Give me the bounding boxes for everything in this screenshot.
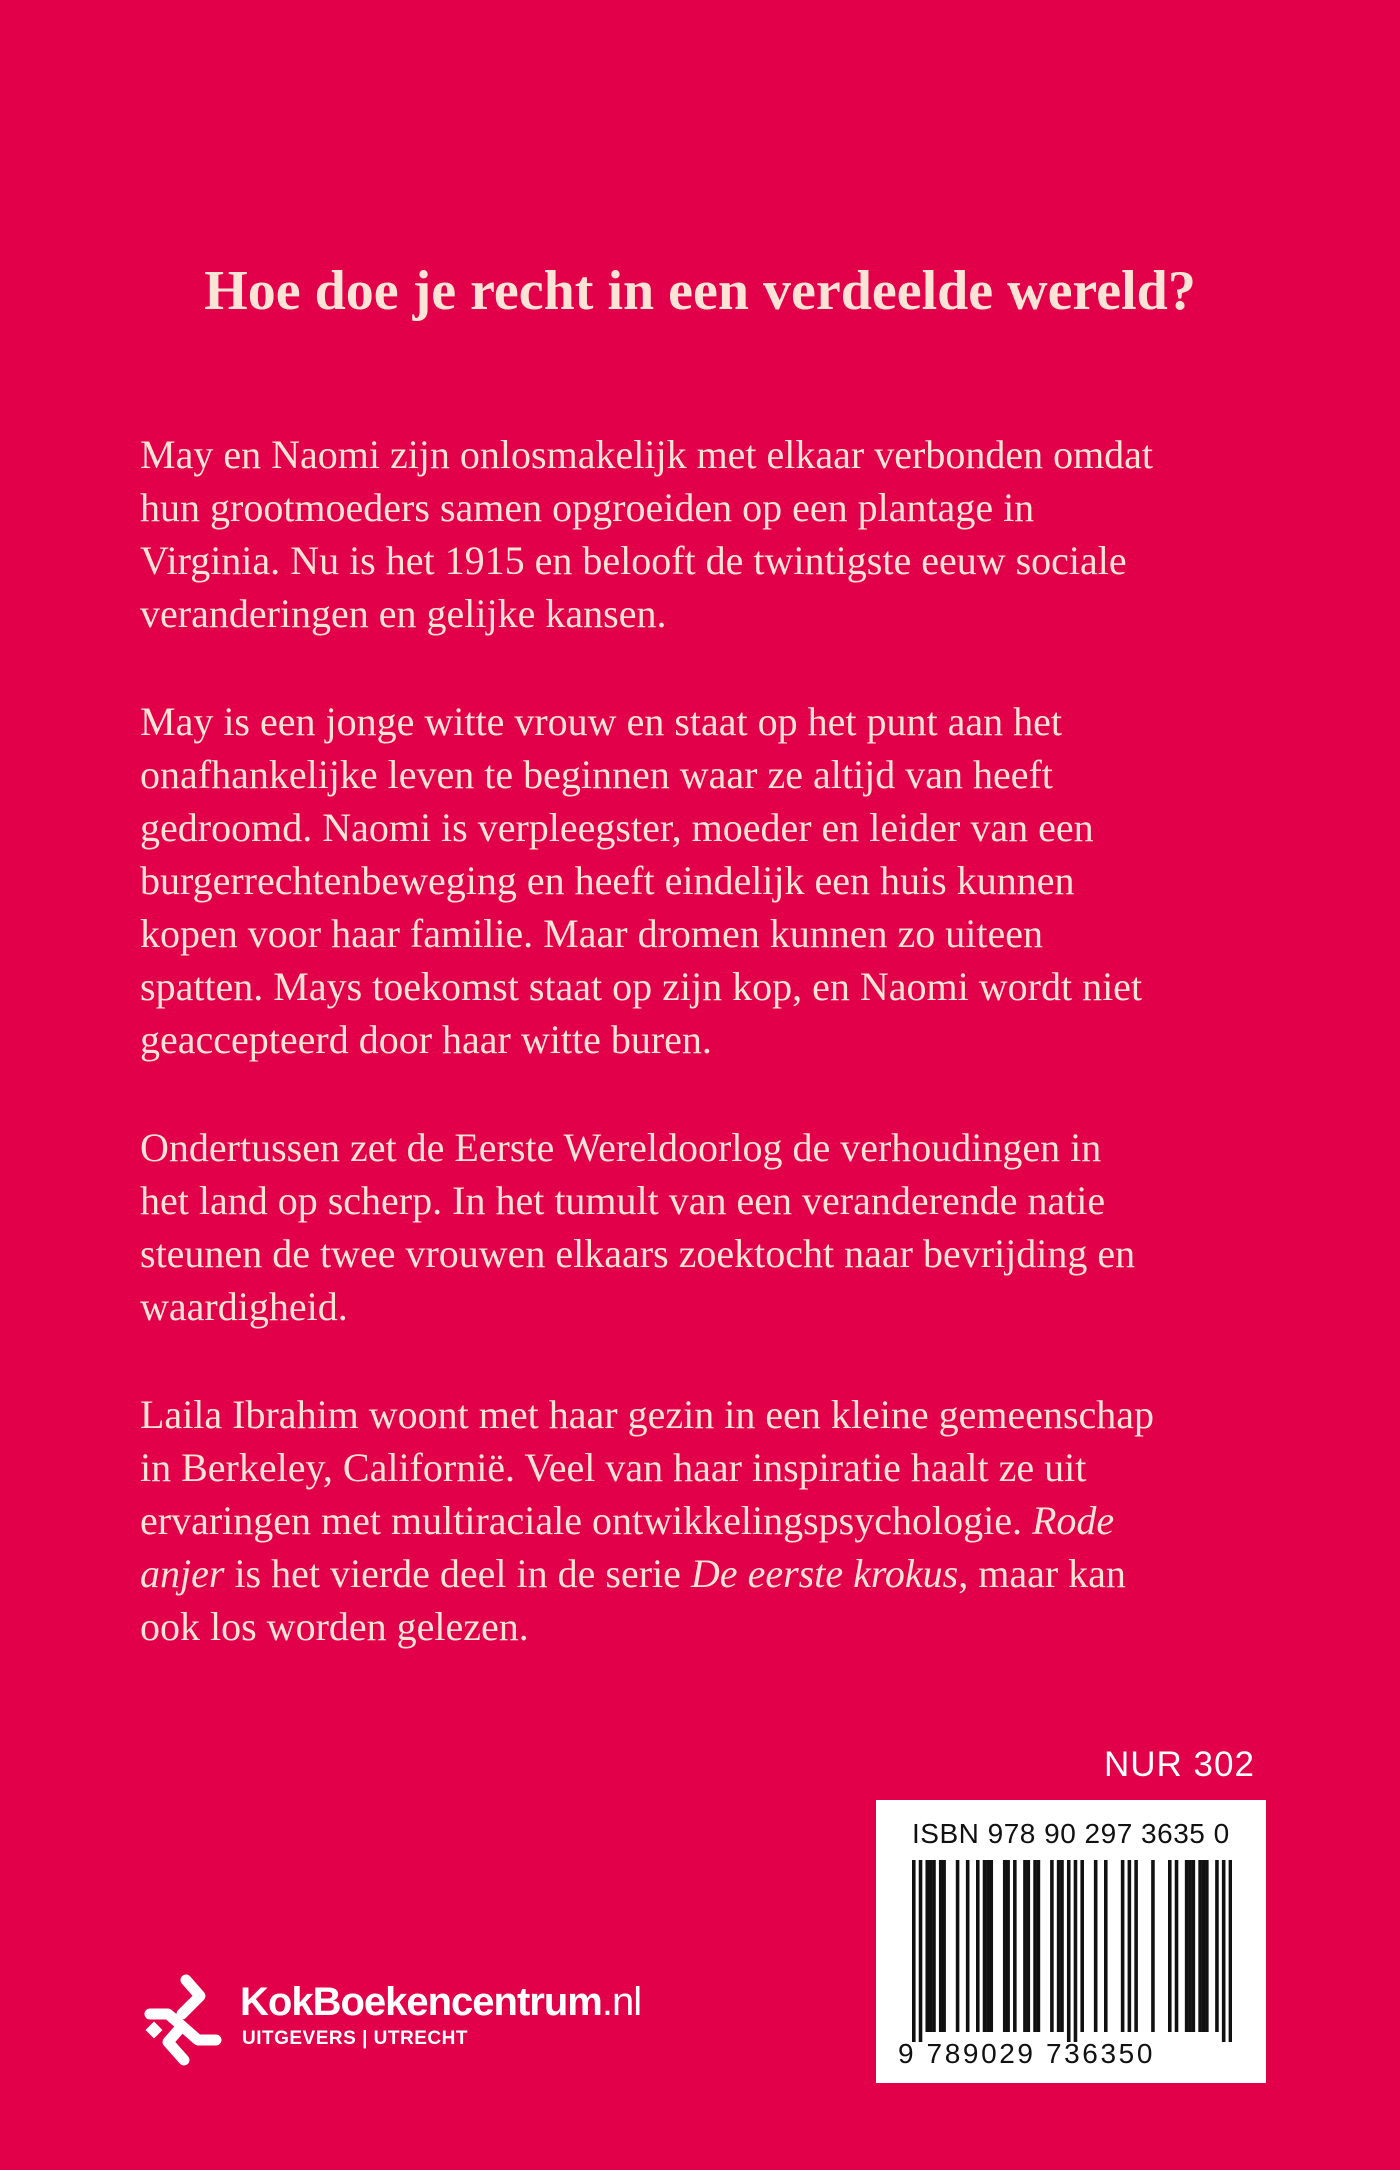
ean-digits: 9 789029 736350	[898, 2038, 1155, 2069]
barcode-bar	[1202, 1860, 1206, 2032]
barcode-bar	[1175, 1860, 1179, 2032]
barcode-bar	[1080, 1860, 1084, 2032]
barcode-bar	[1229, 1860, 1232, 2042]
barcode-bar	[912, 1860, 916, 2042]
barcode-bar	[939, 1860, 943, 2032]
nur-code: NUR 302	[1104, 1745, 1255, 1784]
barcode-bar	[942, 1860, 946, 2032]
text-segment: is het vierde deel in de serie	[224, 1551, 691, 1596]
text-line: Virginia. Nu is het 1915 en belooft de twintigste eeuw sociale	[140, 538, 1127, 583]
barcode-bars	[912, 1860, 1232, 2042]
kokboekencentrum-logo-icon	[140, 1970, 230, 2070]
barcode-bar	[1188, 1860, 1192, 2032]
barcode-bar	[1222, 1860, 1226, 2042]
barcode-bar	[1006, 1860, 1010, 2032]
barcode-bar	[1215, 1860, 1219, 2032]
text-line: geaccepteerd door haar witte buren.	[140, 1017, 712, 1062]
text-line: gedroomd. Naomi is verpleegster, moeder en leider van een	[140, 805, 1094, 850]
barcode-bar	[1013, 1860, 1017, 2032]
barcode-bar	[976, 1860, 980, 2032]
barcode-bar	[1168, 1860, 1172, 2032]
publisher-subtitle: UITGEVERS | UTRECHT	[242, 2028, 468, 2049]
barcode-bar	[1134, 1860, 1138, 2032]
text-line: in Berkeley, Californië. Veel van haar inspiratie haalt ze uit	[140, 1445, 1087, 1490]
barcode-bar	[1033, 1860, 1037, 2032]
paragraph-4	[140, 1388, 1280, 1653]
book-title-italic: anjer	[140, 1551, 225, 1596]
series-title-italic: De eerste krokus	[690, 1551, 959, 1596]
text-segment: , maar kan	[958, 1551, 1126, 1596]
text-line: Ondertussen zet de Eerste Wereldoorlog de verhoudingen in	[140, 1125, 1102, 1170]
barcode-bar	[932, 1860, 936, 2032]
text-line	[140, 1547, 1280, 1600]
barcode-bar	[1037, 1860, 1041, 2032]
text-line: steunen de twee vrouwen elkaars zoektocht naar bevrijding en	[140, 1231, 1136, 1276]
isbn-barcode	[876, 1800, 1266, 2083]
barcode-bar	[925, 1860, 929, 2032]
publisher-name	[240, 1980, 641, 2024]
barcode-bar	[1192, 1860, 1196, 2032]
publisher-name-domain: .nl	[601, 1980, 642, 2024]
barcode-bar	[1057, 1860, 1061, 2032]
barcode-bar	[929, 1860, 933, 2032]
text-line: May en Naomi zijn onlosmakelijk met elkaar verbonden omdat	[140, 432, 1154, 477]
barcode-bar	[1198, 1860, 1202, 2032]
barcode-bar	[1205, 1860, 1209, 2032]
headline: Hoe doe je recht in een verdeelde wereld?	[204, 260, 1196, 322]
barcode-bar	[1074, 1860, 1078, 2042]
text-line: onafhankelijke leven te beginnen waar ze altijd van heeft	[140, 752, 1053, 797]
text-line: Laila Ibrahim woont met haar gezin in een kleine gemeenschap	[140, 1392, 1155, 1437]
paragraph-3	[140, 1121, 1280, 1333]
barcode-bar	[1023, 1860, 1027, 2032]
barcode-bar	[1067, 1860, 1071, 2042]
barcode-bar	[956, 1860, 960, 2032]
text-segment: ervaringen met multiraciale ontwikkelingspsychologie.	[140, 1498, 1032, 1543]
barcode-bar	[1003, 1860, 1007, 2032]
isbn-label: ISBN 978 90 297 3635 0	[912, 1818, 1230, 1849]
text-line: waardigheid.	[140, 1284, 348, 1329]
text-line: veranderingen en gelijke kansen.	[140, 591, 667, 636]
barcode-bar	[1027, 1860, 1031, 2032]
paragraph-2	[140, 695, 1280, 1066]
text-line: het land op scherp. In het tumult van een veranderende natie	[140, 1178, 1106, 1223]
text-line: spatten. Mays toekomst staat op zijn kop, en Naomi wordt niet	[140, 964, 1143, 1009]
barcode-bar	[1151, 1860, 1155, 2032]
paragraph-1	[140, 428, 1280, 640]
text-line	[140, 1494, 1280, 1547]
publisher-name-bold: KokBoekencentrum	[240, 1980, 602, 2024]
barcode-bar	[966, 1860, 970, 2032]
barcode-bar	[1094, 1860, 1098, 2032]
book-title-italic: Rode	[1031, 1498, 1115, 1543]
barcode-bar	[1104, 1860, 1108, 2032]
barcode-bar	[1128, 1860, 1132, 2032]
text-line: kopen voor haar familie. Maar dromen kunnen zo uiteen	[140, 911, 1044, 956]
barcode-bar	[919, 1860, 923, 2042]
barcode-bar	[983, 1860, 987, 2032]
barcode-bar	[1121, 1860, 1125, 2032]
text-line: hun grootmoeders samen opgroeiden op een plantage in	[140, 485, 1035, 530]
text-line: ook los worden gelezen.	[140, 1604, 529, 1649]
barcode-bar	[986, 1860, 990, 2032]
text-line: burgerrechtenbeweging en heeft eindelijk een huis kunnen	[140, 858, 1075, 903]
publisher-logo	[140, 1970, 660, 2070]
barcode-bar	[1185, 1860, 1189, 2032]
barcode-bar	[1060, 1860, 1064, 2032]
barcode-bar	[989, 1860, 993, 2032]
barcode-bar	[1050, 1860, 1054, 2032]
blurb	[140, 428, 1280, 1708]
text-line: May is een jonge witte vrouw en staat op het punt aan het	[140, 699, 1062, 744]
